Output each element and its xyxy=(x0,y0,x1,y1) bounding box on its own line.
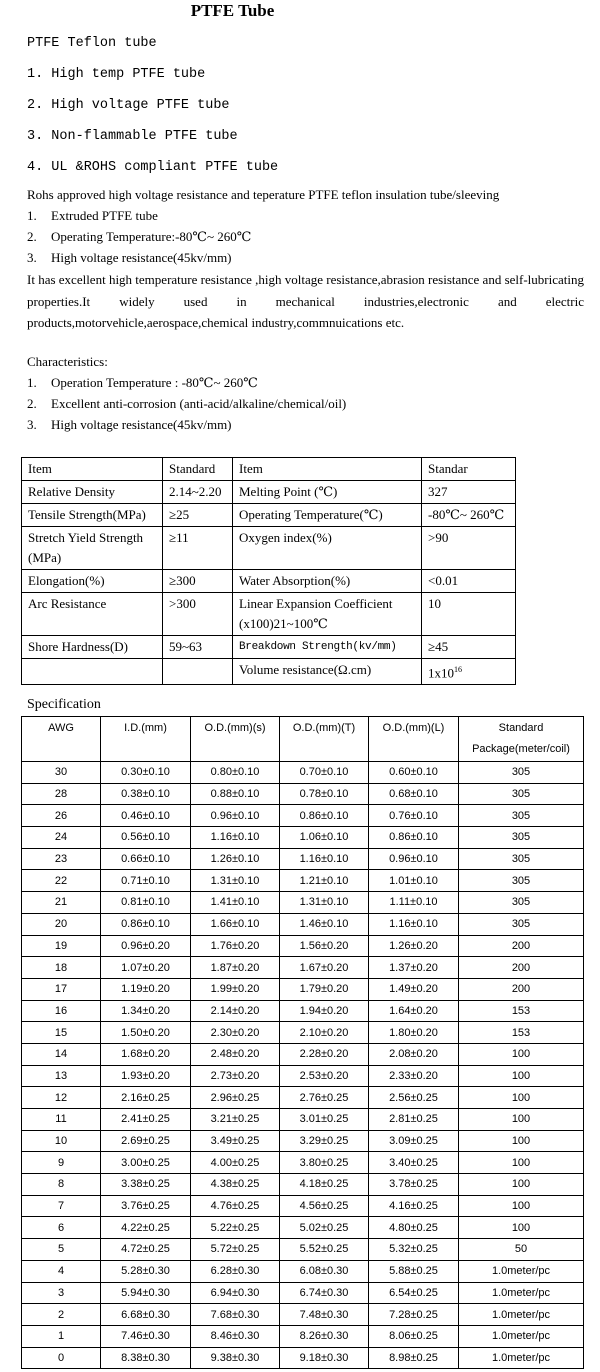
specification-cell: 21 xyxy=(22,892,101,914)
specification-row xyxy=(22,1217,584,1239)
specification-cell: 18 xyxy=(22,957,101,979)
specification-cell: 305 xyxy=(459,848,584,870)
feature-number: 3. xyxy=(27,250,37,265)
specification-cell: 20 xyxy=(22,913,101,935)
specification-cell: 1.31±0.10 xyxy=(280,892,369,914)
specification-cell: 4.18±0.25 xyxy=(280,1174,369,1196)
specification-cell: 0.70±0.10 xyxy=(280,762,369,784)
specification-row xyxy=(22,1239,584,1261)
specification-cell: 30 xyxy=(22,762,101,784)
specification-cell: 1.56±0.20 xyxy=(280,935,369,957)
specification-cell: 3 xyxy=(22,1282,101,1304)
properties-header: Standard xyxy=(163,458,233,481)
specification-cell: 8.38±0.30 xyxy=(101,1347,191,1369)
specification-cell: 1.41±0.10 xyxy=(191,892,280,914)
characteristic-text: Operation Temperature : -80℃~ 260℃ xyxy=(51,375,258,390)
specification-row xyxy=(22,1325,584,1347)
specification-cell: 1.99±0.20 xyxy=(191,978,280,1000)
specification-cell: 100 xyxy=(459,1130,584,1152)
specification-cell: 0.60±0.10 xyxy=(369,762,459,784)
specification-cell: 5.72±0.25 xyxy=(191,1239,280,1261)
properties-row xyxy=(22,504,516,527)
specification-row xyxy=(22,1195,584,1217)
page-title: PTFE Tube xyxy=(190,1,275,20)
specification-cell: 2.08±0.20 xyxy=(369,1043,459,1065)
specification-cell: 6.94±0.30 xyxy=(191,1282,280,1304)
specification-cell: 7.46±0.30 xyxy=(101,1325,191,1347)
specification-header-row xyxy=(22,717,584,762)
specification-cell: 1 xyxy=(22,1325,101,1347)
specification-cell: 1.07±0.20 xyxy=(101,957,191,979)
specification-cell: 3.29±0.25 xyxy=(280,1130,369,1152)
specification-cell: 8.46±0.30 xyxy=(191,1325,280,1347)
specification-cell: 6.74±0.30 xyxy=(280,1282,369,1304)
specification-cell: 7.48±0.30 xyxy=(280,1304,369,1326)
volume-resistance-exponent: 16 xyxy=(454,665,462,674)
specification-row xyxy=(22,1043,584,1065)
specification-cell: 5.32±0.25 xyxy=(369,1239,459,1261)
specification-cell: 6.54±0.25 xyxy=(369,1282,459,1304)
specification-body xyxy=(22,762,584,1369)
specification-cell: 1.16±0.10 xyxy=(369,913,459,935)
specification-cell: 1.16±0.10 xyxy=(280,848,369,870)
specification-cell: 6.68±0.30 xyxy=(101,1304,191,1326)
specification-cell: 1.46±0.10 xyxy=(280,913,369,935)
volume-resistance-base: 1x10 xyxy=(428,665,454,681)
specification-cell: 14 xyxy=(22,1043,101,1065)
specification-cell: 4.22±0.25 xyxy=(101,1217,191,1239)
specification-row xyxy=(22,1130,584,1152)
property-name: Volume resistance(Ω.cm) xyxy=(233,659,422,685)
specification-cell: 1.67±0.20 xyxy=(280,957,369,979)
property-value xyxy=(163,659,233,685)
specification-row xyxy=(22,870,584,892)
property-name: Shore Hardness(D) xyxy=(22,636,163,659)
characteristic-item xyxy=(27,375,258,391)
specification-cell: 153 xyxy=(459,1022,584,1044)
specification-cell: 1.76±0.20 xyxy=(191,935,280,957)
specification-row xyxy=(22,1022,584,1044)
specification-cell: 305 xyxy=(459,762,584,784)
specification-cell: 0.78±0.10 xyxy=(280,783,369,805)
specification-cell: 0.38±0.10 xyxy=(101,783,191,805)
specification-cell: 1.87±0.20 xyxy=(191,957,280,979)
specification-cell: 0.86±0.10 xyxy=(101,913,191,935)
property-name: Elongation(%) xyxy=(22,570,163,593)
specification-cell: 1.0meter/pc xyxy=(459,1260,584,1282)
specification-cell: 153 xyxy=(459,1000,584,1022)
intro-item: 3. Non-flammable PTFE tube xyxy=(27,129,238,144)
intro-item: 4. UL &ROHS compliant PTFE tube xyxy=(27,160,279,175)
specification-cell: 1.37±0.20 xyxy=(369,957,459,979)
specification-cell: 22 xyxy=(22,870,101,892)
specification-row xyxy=(22,957,584,979)
specification-cell: 305 xyxy=(459,805,584,827)
property-name: Linear Expansion Coefficient (x100)21~100℃ xyxy=(233,593,422,636)
specification-row xyxy=(22,1152,584,1174)
specification-row xyxy=(22,848,584,870)
property-name: Stretch Yield Strength (MPa) xyxy=(22,527,163,570)
specification-cell: 1.66±0.10 xyxy=(191,913,280,935)
specification-cell: 3.40±0.25 xyxy=(369,1152,459,1174)
specification-cell: 0.96±0.10 xyxy=(191,805,280,827)
property-value: ≥300 xyxy=(163,570,233,593)
specification-row xyxy=(22,762,584,784)
feature-number: 2. xyxy=(27,229,37,244)
property-name: Relative Density xyxy=(22,481,163,504)
property-value: 2.14~2.20 xyxy=(163,481,233,504)
feature-text: Operating Temperature:-80℃~ 260℃ xyxy=(51,229,252,244)
properties-header-row xyxy=(22,458,516,481)
feature-item xyxy=(27,229,251,245)
property-value: >90 xyxy=(422,527,516,570)
specification-cell: 5.88±0.25 xyxy=(369,1260,459,1282)
specification-cell: 0.86±0.10 xyxy=(280,805,369,827)
property-value: 327 xyxy=(422,481,516,504)
specification-cell: 100 xyxy=(459,1065,584,1087)
specification-row xyxy=(22,935,584,957)
specification-cell: 100 xyxy=(459,1087,584,1109)
specification-cell: 6 xyxy=(22,1217,101,1239)
specification-cell: 0.86±0.10 xyxy=(369,827,459,849)
specification-cell: 4 xyxy=(22,1260,101,1282)
specification-cell: 5.02±0.25 xyxy=(280,1217,369,1239)
specification-cell: 1.31±0.10 xyxy=(191,870,280,892)
specification-header: O.D.(mm)(L) xyxy=(369,717,459,762)
properties-header: Standar xyxy=(422,458,516,481)
specification-row xyxy=(22,1000,584,1022)
property-value: >300 xyxy=(163,593,233,636)
characteristic-item xyxy=(27,396,346,412)
properties-row xyxy=(22,659,516,685)
feature-text: Extruded PTFE tube xyxy=(51,208,158,223)
specification-cell: 2.53±0.20 xyxy=(280,1065,369,1087)
specification-row xyxy=(22,1065,584,1087)
specification-cell: 5.94±0.30 xyxy=(101,1282,191,1304)
specification-cell: 26 xyxy=(22,805,101,827)
specification-cell: 2.76±0.25 xyxy=(280,1087,369,1109)
specification-row xyxy=(22,1087,584,1109)
specification-cell: 200 xyxy=(459,935,584,957)
specification-cell: 17 xyxy=(22,978,101,1000)
property-value: ≥11 xyxy=(163,527,233,570)
specification-cell: 2.48±0.20 xyxy=(191,1043,280,1065)
properties-row xyxy=(22,593,516,636)
specification-cell: 5.22±0.25 xyxy=(191,1217,280,1239)
specification-cell: 1.06±0.10 xyxy=(280,827,369,849)
specification-cell: 7.28±0.25 xyxy=(369,1304,459,1326)
specification-cell: 1.79±0.20 xyxy=(280,978,369,1000)
specification-cell: 0.71±0.10 xyxy=(101,870,191,892)
specification-row xyxy=(22,1109,584,1131)
properties-row xyxy=(22,570,516,593)
properties-header: Item xyxy=(22,458,163,481)
specification-cell: 2.69±0.25 xyxy=(101,1130,191,1152)
specification-cell: 305 xyxy=(459,783,584,805)
specification-cell: 3.09±0.25 xyxy=(369,1130,459,1152)
specification-row xyxy=(22,913,584,935)
specification-row xyxy=(22,1282,584,1304)
specification-cell: 1.80±0.20 xyxy=(369,1022,459,1044)
specification-cell: 0.46±0.10 xyxy=(101,805,191,827)
properties-header: Item xyxy=(233,458,422,481)
property-value xyxy=(422,659,516,685)
specification-cell: 305 xyxy=(459,892,584,914)
specification-header: I.D.(mm) xyxy=(101,717,191,762)
specification-row xyxy=(22,1260,584,1282)
specification-cell: 9 xyxy=(22,1152,101,1174)
specification-cell: 0.96±0.10 xyxy=(369,848,459,870)
properties-table xyxy=(21,457,516,685)
property-name xyxy=(22,659,163,685)
intro-item: 1. High temp PTFE tube xyxy=(27,67,206,82)
feature-item xyxy=(27,208,158,224)
specification-cell: 2.41±0.25 xyxy=(101,1109,191,1131)
specification-cell: 3.01±0.25 xyxy=(280,1109,369,1131)
specification-row xyxy=(22,1304,584,1326)
specification-label: Specification xyxy=(27,697,101,712)
specification-cell: 4.38±0.25 xyxy=(191,1174,280,1196)
specification-cell: 1.94±0.20 xyxy=(280,1000,369,1022)
specification-row xyxy=(22,892,584,914)
specification-cell: 2.96±0.25 xyxy=(191,1087,280,1109)
property-value: ≥25 xyxy=(163,504,233,527)
specification-cell: 0 xyxy=(22,1347,101,1369)
specification-cell: 8.06±0.25 xyxy=(369,1325,459,1347)
specification-cell: 2 xyxy=(22,1304,101,1326)
specification-cell: 0.88±0.10 xyxy=(191,783,280,805)
specification-cell: 100 xyxy=(459,1043,584,1065)
specification-cell: 11 xyxy=(22,1109,101,1131)
property-name: Oxygen index(%) xyxy=(233,527,422,570)
specification-cell: 28 xyxy=(22,783,101,805)
property-name: Tensile Strength(MPa) xyxy=(22,504,163,527)
specification-cell: 24 xyxy=(22,827,101,849)
properties-row xyxy=(22,481,516,504)
specification-cell: 7.68±0.30 xyxy=(191,1304,280,1326)
specification-cell: 8.98±0.25 xyxy=(369,1347,459,1369)
specification-cell: 1.49±0.20 xyxy=(369,978,459,1000)
specification-cell: 10 xyxy=(22,1130,101,1152)
specification-cell: 3.78±0.25 xyxy=(369,1174,459,1196)
specification-cell: 1.0meter/pc xyxy=(459,1347,584,1369)
specification-cell: 1.34±0.20 xyxy=(101,1000,191,1022)
specification-cell: 1.01±0.10 xyxy=(369,870,459,892)
description-paragraph: It has excellent high temperature resistance ,high voltage resistance,abrasion resistance and self-lubricating properties.It widely used in mechanical industries,electronic and electric products,motorvehicle,aerospace,chemical industry,commnuications etc. xyxy=(27,272,584,330)
feature-item xyxy=(27,250,232,266)
specification-cell: 1.26±0.20 xyxy=(369,935,459,957)
specification-cell: 305 xyxy=(459,870,584,892)
specification-cell: 1.64±0.20 xyxy=(369,1000,459,1022)
specification-cell: 2.14±0.20 xyxy=(191,1000,280,1022)
property-name: Melting Point (℃) xyxy=(233,481,422,504)
specification-cell: 3.38±0.25 xyxy=(101,1174,191,1196)
specification-cell: 1.0meter/pc xyxy=(459,1325,584,1347)
specification-cell: 6.08±0.30 xyxy=(280,1260,369,1282)
property-value: 59~63 xyxy=(163,636,233,659)
specification-header: AWG xyxy=(22,717,101,762)
specification-cell: 5 xyxy=(22,1239,101,1261)
specification-cell: 2.28±0.20 xyxy=(280,1043,369,1065)
specification-cell: 0.96±0.20 xyxy=(101,935,191,957)
specification-cell: 4.56±0.25 xyxy=(280,1195,369,1217)
specification-cell: 0.81±0.10 xyxy=(101,892,191,914)
specification-cell: 15 xyxy=(22,1022,101,1044)
characteristic-number: 2. xyxy=(27,396,37,411)
property-value: ≥45 xyxy=(422,636,516,659)
specification-cell: 1.0meter/pc xyxy=(459,1282,584,1304)
feature-text: High voltage resistance(45kv/mm) xyxy=(51,250,232,265)
specification-row xyxy=(22,978,584,1000)
specification-row xyxy=(22,1347,584,1369)
characteristic-text: High voltage resistance(45kv/mm) xyxy=(51,417,232,432)
intro-item: 2. High voltage PTFE tube xyxy=(27,98,230,113)
specification-cell: 2.81±0.25 xyxy=(369,1109,459,1131)
specification-cell: 0.76±0.10 xyxy=(369,805,459,827)
specification-cell: 23 xyxy=(22,848,101,870)
specification-header: Standard Package(meter/coil) xyxy=(459,717,584,762)
rohs-line: Rohs approved high voltage resistance and teperature PTFE teflon insulation tube/sleeving xyxy=(27,187,500,202)
specification-cell: 1.19±0.20 xyxy=(101,978,191,1000)
specification-cell: 9.38±0.30 xyxy=(191,1347,280,1369)
specification-cell: 1.21±0.10 xyxy=(280,870,369,892)
specification-cell: 8.26±0.30 xyxy=(280,1325,369,1347)
properties-row xyxy=(22,636,516,659)
specification-cell: 305 xyxy=(459,827,584,849)
characteristic-number: 3. xyxy=(27,417,37,432)
specification-cell: 16 xyxy=(22,1000,101,1022)
specification-row xyxy=(22,1174,584,1196)
specification-cell: 4.16±0.25 xyxy=(369,1195,459,1217)
specification-cell: 8 xyxy=(22,1174,101,1196)
specification-cell: 7 xyxy=(22,1195,101,1217)
specification-cell: 4.00±0.25 xyxy=(191,1152,280,1174)
property-value: <0.01 xyxy=(422,570,516,593)
specification-cell: 200 xyxy=(459,957,584,979)
specification-cell: 0.30±0.10 xyxy=(101,762,191,784)
specification-cell: 3.21±0.25 xyxy=(191,1109,280,1131)
specification-cell: 4.80±0.25 xyxy=(369,1217,459,1239)
specification-cell: 100 xyxy=(459,1195,584,1217)
specification-cell: 6.28±0.30 xyxy=(191,1260,280,1282)
property-value: 10 xyxy=(422,593,516,636)
specification-cell: 200 xyxy=(459,978,584,1000)
property-name: Water Absorption(%) xyxy=(233,570,422,593)
specification-table xyxy=(21,716,584,1369)
property-name: Breakdown Strength(kv/mm) xyxy=(233,636,422,659)
characteristic-text: Excellent anti-corrosion (anti-acid/alkaline/chemical/oil) xyxy=(51,396,347,411)
specification-cell: 13 xyxy=(22,1065,101,1087)
specification-cell: 0.80±0.10 xyxy=(191,762,280,784)
specification-cell: 3.00±0.25 xyxy=(101,1152,191,1174)
specification-cell: 0.68±0.10 xyxy=(369,783,459,805)
specification-cell: 2.33±0.20 xyxy=(369,1065,459,1087)
specification-cell: 3.76±0.25 xyxy=(101,1195,191,1217)
specification-cell: 19 xyxy=(22,935,101,957)
specification-cell: 100 xyxy=(459,1109,584,1131)
properties-row xyxy=(22,527,516,570)
specification-cell: 0.66±0.10 xyxy=(101,848,191,870)
specification-cell: 0.56±0.10 xyxy=(101,827,191,849)
specification-header: O.D.(mm)(T) xyxy=(280,717,369,762)
intro-heading: PTFE Teflon tube xyxy=(27,36,157,51)
specification-cell: 5.28±0.30 xyxy=(101,1260,191,1282)
specification-cell: 3.80±0.25 xyxy=(280,1152,369,1174)
specification-header: O.D.(mm)(s) xyxy=(191,717,280,762)
specification-row xyxy=(22,827,584,849)
specification-cell: 100 xyxy=(459,1152,584,1174)
specification-row xyxy=(22,805,584,827)
specification-cell: 9.18±0.30 xyxy=(280,1347,369,1369)
specification-cell: 100 xyxy=(459,1174,584,1196)
characteristics-heading: Characteristics: xyxy=(27,354,108,369)
specification-cell: 1.11±0.10 xyxy=(369,892,459,914)
property-name: Operating Temperature(℃) xyxy=(233,504,422,527)
characteristic-item xyxy=(27,417,232,433)
specification-cell: 100 xyxy=(459,1217,584,1239)
specification-cell: 5.52±0.25 xyxy=(280,1239,369,1261)
specification-cell: 1.0meter/pc xyxy=(459,1304,584,1326)
specification-cell: 1.68±0.20 xyxy=(101,1043,191,1065)
specification-cell: 4.76±0.25 xyxy=(191,1195,280,1217)
specification-cell: 3.49±0.25 xyxy=(191,1130,280,1152)
specification-cell: 305 xyxy=(459,913,584,935)
specification-cell: 2.56±0.25 xyxy=(369,1087,459,1109)
specification-cell: 2.73±0.20 xyxy=(191,1065,280,1087)
specification-cell: 1.26±0.10 xyxy=(191,848,280,870)
specification-cell: 2.30±0.20 xyxy=(191,1022,280,1044)
property-name: Arc Resistance xyxy=(22,593,163,636)
specification-cell: 1.16±0.10 xyxy=(191,827,280,849)
specification-cell: 4.72±0.25 xyxy=(101,1239,191,1261)
specification-cell: 1.93±0.20 xyxy=(101,1065,191,1087)
specification-cell: 12 xyxy=(22,1087,101,1109)
specification-cell: 2.16±0.25 xyxy=(101,1087,191,1109)
specification-cell: 2.10±0.20 xyxy=(280,1022,369,1044)
specification-row xyxy=(22,783,584,805)
property-value: -80℃~ 260℃ xyxy=(422,504,516,527)
specification-cell: 1.50±0.20 xyxy=(101,1022,191,1044)
characteristic-number: 1. xyxy=(27,375,37,390)
specification-cell: 50 xyxy=(459,1239,584,1261)
feature-number: 1. xyxy=(27,208,37,223)
